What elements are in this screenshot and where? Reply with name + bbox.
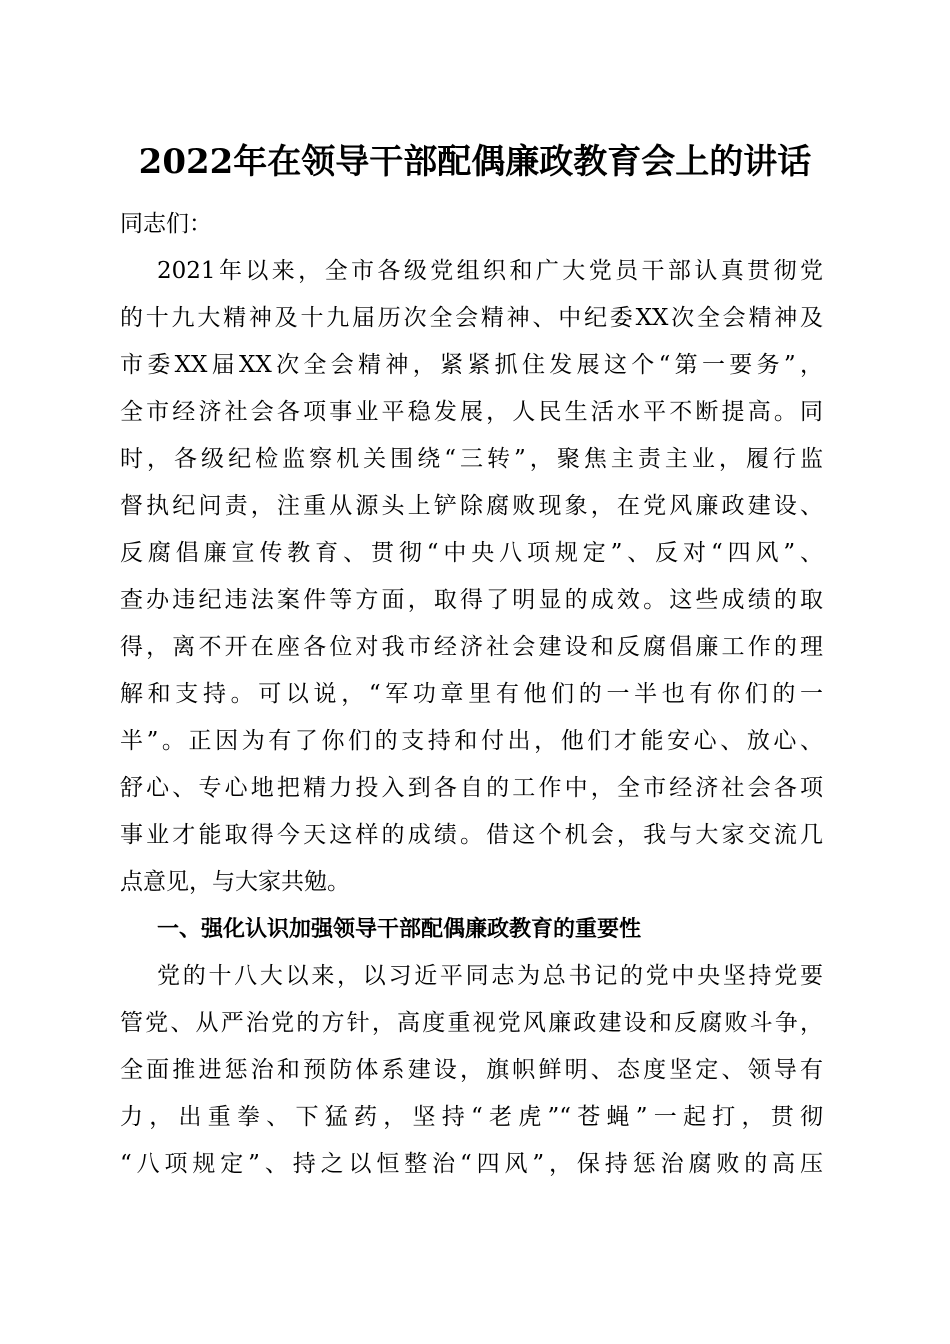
paragraph-line: 半”。正因为有了你们的支持和付出，他们才能安心、放心、 — [120, 728, 823, 754]
paragraph-line: 督执纪问责，注重从源头上铲除腐败现象，在党风廉政建设、 — [120, 493, 823, 519]
paragraph-line: “八项规定”、持之以恒整治“四风”，保持惩治腐败的高压 — [120, 1151, 823, 1177]
paragraph-line: 管党、从严治党的方针，高度重视党风廉政建设和反腐败斗争， — [120, 1010, 823, 1036]
paragraph-line: 党的十八大以来，以习近平同志为总书记的党中央坚持党要 — [157, 963, 823, 989]
paragraph-line: 全面推进惩治和预防体系建设，旗帜鲜明、态度坚定、领导有 — [120, 1057, 823, 1083]
paragraph-line: 2021年以来，全市各级党组织和广大党员干部认真贯彻党 — [157, 258, 823, 284]
section-heading-1: 一、强化认识加强领导干部配偶廉政教育的重要性 — [157, 917, 642, 942]
paragraph-line: 解和支持。可以说，“军功章里有他们的一半也有你们的一 — [120, 681, 823, 707]
paragraph-line: 得，离不开在座各位对我市经济社会建设和反腐倡廉工作的理 — [120, 634, 823, 660]
document-body — [120, 201, 823, 1188]
paragraph-line: 市委XX届XX次全会精神，紧紧抓住发展这个“第一要务”， — [120, 352, 823, 378]
paragraph-line: 全市经济社会各项事业平稳发展，人民生活水平不断提高。同 — [120, 399, 823, 425]
paragraph-line: 力，出重拳、下猛药，坚持“老虎”“苍蝇”一起打，贯彻 — [120, 1104, 823, 1130]
paragraph-line: 的十九大精神及十九届历次全会精神、中纪委XX次全会精神及 — [120, 305, 823, 331]
paragraph-1 — [120, 248, 823, 906]
salutation: 同志们： — [120, 211, 212, 237]
paragraph-line: 反腐倡廉宣传教育、贯彻“中央八项规定”、反对“四风”、 — [120, 540, 823, 566]
paragraph-line: 时，各级纪检监察机关围绕“三转”，聚焦主责主业，履行监 — [120, 446, 823, 472]
paragraph-line: 事业才能取得今天这样的成绩。借这个机会，我与大家交流几 — [120, 822, 823, 848]
paragraph-2 — [120, 953, 823, 1188]
paragraph-line: 舒心、专心地把精力投入到各自的工作中，全市经济社会各项 — [120, 775, 823, 801]
paragraph-line: 查办违纪违法案件等方面，取得了明显的成效。这些成绩的取 — [120, 587, 823, 613]
document-title: 2022年在领导干部配偶廉政教育会上的讲话 — [138, 142, 812, 182]
paragraph-line: 点意见，与大家共勉。 — [120, 869, 350, 895]
